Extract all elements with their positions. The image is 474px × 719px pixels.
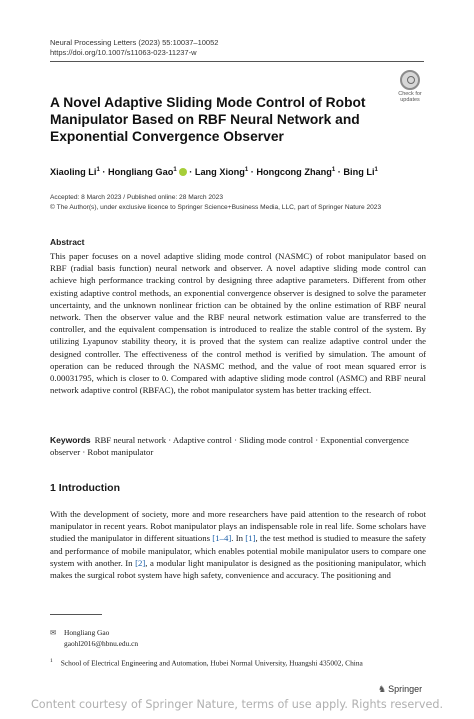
author-name[interactable]: Hongliang Gao <box>107 167 174 178</box>
author-name[interactable]: Bing Li <box>343 167 375 178</box>
publisher-logo: ♞ Springer <box>378 684 423 694</box>
corresponding-name: Hongliang Gao <box>64 628 110 637</box>
springer-horse-icon: ♞ <box>378 684 387 694</box>
publication-dates <box>50 193 381 212</box>
author-name[interactable]: Hongcong Zhang <box>256 167 332 178</box>
envelope-icon: ✉ <box>50 628 57 637</box>
header-rule <box>50 61 424 62</box>
orcid-icon[interactable] <box>179 168 187 176</box>
corresponding-email[interactable]: gaohl2016@hbnu.edu.cn <box>64 639 139 648</box>
author-name[interactable]: Lang Xiong <box>194 167 245 178</box>
author-name[interactable]: Xiaoling Li <box>50 167 97 178</box>
abstract-heading: Abstract <box>50 237 85 247</box>
doi-link[interactable]: https://doi.org/10.1007/s11063-023-11237-w <box>50 48 197 57</box>
check-for-updates-badge[interactable] <box>393 70 427 103</box>
abstract-body: This paper focuses on a novel adaptive sliding mode control (NASMC) of robot manipulator based on RBF (radial basis function) neural network and observer. A novel adaptive sliding mode control can achieve high performance tracking control by designing three adaptive parameters. Different from other existing adaptive control methods, an exponential convergence observer is designed to solve the parameter uncertainty, and the unknown nonlinear friction can be obtained by the online estimation of RBF neural network. Then the observer value and the RBF neural network estimation value are transferred to the controller, and the equivalent compensation is introduced to realize the stable control of the system. By utilizing Lyapunov stability theory, it is proved that the system can realize adaptive control under the designed controller. The effectiveness of the control method is verified by simulation. The amount of operation can be reduced through the NASMC method, and the value of root mean squared error is 0.00031795, which is closer to 0. Compared with adaptive sliding mode control (ASMC) and RBF neural network adaptive control (RBFAC), the robot manipulator system has better tracking effect. <box>50 251 426 396</box>
author-list: Xiaoling $Li^1$ · Hongliang Gao$^1$ · Lang Xiong$^1$ · Hongcong Zhang$^1$ · Bing Li$^1$ <box>50 167 378 178</box>
citation-link[interactable]: [1] <box>245 533 256 544</box>
journal-header <box>50 38 218 58</box>
footnote-rule <box>50 614 102 615</box>
introduction-paragraph: With the development of society, more and more researchers have paid attention to the research of robot manipulator in recent years. Robot manipulator plays an indispensable role in real life. Some scholars have studied the manipulator in different situations [1–4]. In [1], the test method is studied to measure the safety and performance of mobile manipulator, which enables potential mobile manipulator users to compare one system with another. In [2], a modular light manipulator is designed as the positioning manipulator, which makes the surgical robot system have high safety, convenience and accuracy. The positioning and <box>50 509 427 581</box>
corresponding-author <box>50 627 138 649</box>
citation-link[interactable]: [2] <box>135 557 146 568</box>
citation-link[interactable]: [1–4] <box>212 533 232 544</box>
check-for-updates-icon <box>400 70 420 90</box>
keywords-heading: Keywords <box>50 435 91 445</box>
section-heading-introduction: 1 Introduction <box>50 482 120 494</box>
courtesy-watermark: Content courtesy of Springer Nature, terms of use apply. Rights reserved. <box>30 698 444 711</box>
journal-citation: Neural Processing Letters (2023) 55:10037–10052 <box>50 38 219 47</box>
accepted-date: Accepted: 8 March 2023 / Published online: 28 March 2023 <box>50 194 224 201</box>
affiliation: $^1$ School of Electrical Engineering and Automation, Hubei Normal University, Huangshi 435002, China <box>50 658 363 668</box>
article-title: A Novel Adaptive Sliding Mode Control of Robot Manipulator Based on RBF Neural Network and Exponential Convergence Observer <box>50 95 366 144</box>
keywords <box>50 434 426 458</box>
badge-text: Check for updates <box>398 91 422 103</box>
keywords-text: RBF neural network · Adaptive control · Sliding mode control · Exponential convergence observer · Robot manipulator <box>50 435 409 458</box>
copyright-line: © The Author(s), under exclusive licence to Springer Science+Business Media, LLC, part of Springer Nature 2023 <box>50 203 382 211</box>
